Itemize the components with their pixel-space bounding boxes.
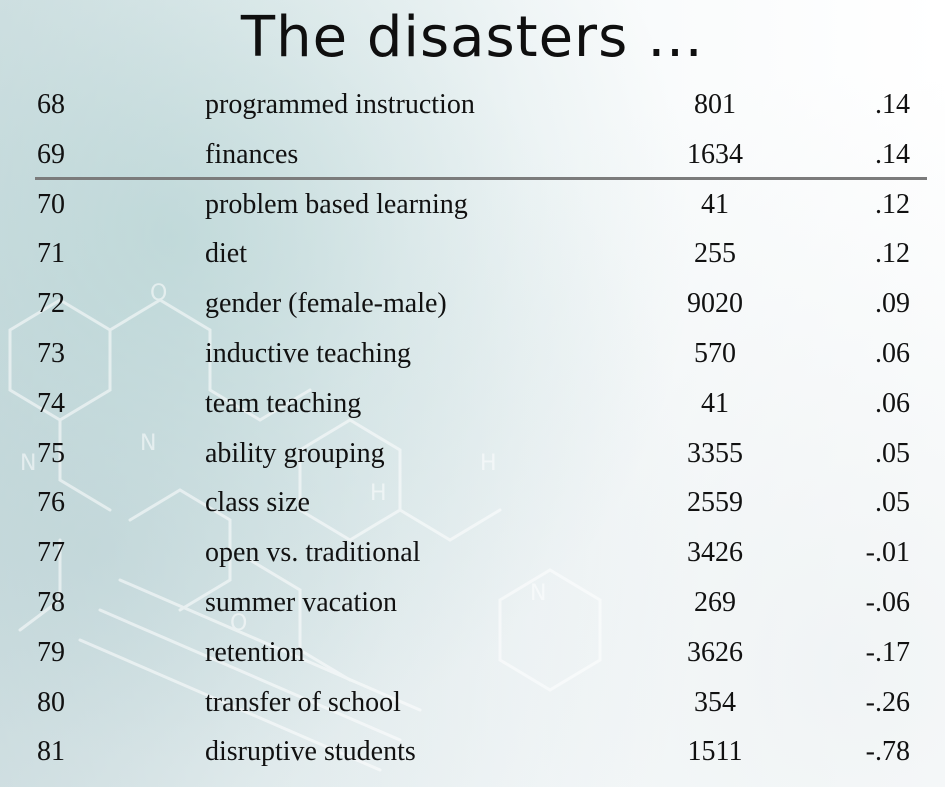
table-row bbox=[0, 130, 945, 180]
studies-cell: 570 bbox=[694, 337, 736, 369]
effect-size-cell: .05 bbox=[875, 487, 910, 519]
table-row bbox=[0, 727, 945, 777]
svg-text:N: N bbox=[530, 581, 547, 606]
svg-text:O: O bbox=[230, 611, 248, 636]
studies-cell: 801 bbox=[694, 89, 736, 120]
effect-size-cell: .12 bbox=[875, 238, 910, 270]
effect-size-cell: -.78 bbox=[865, 736, 910, 768]
table-row bbox=[0, 678, 945, 728]
influence-cell: programmed instruction bbox=[205, 89, 475, 120]
studies-cell: 1511 bbox=[687, 736, 743, 768]
influence-cell: summer vacation bbox=[205, 586, 398, 618]
effect-size-cell: .09 bbox=[875, 288, 910, 320]
table-row bbox=[0, 180, 945, 230]
studies-cell: 3355 bbox=[687, 437, 743, 469]
table-row bbox=[0, 628, 945, 678]
influence-cell: open vs. traditional bbox=[205, 537, 421, 569]
table-row bbox=[0, 80, 945, 130]
influence-cell: class size bbox=[205, 487, 310, 519]
effect-size-cell: -.26 bbox=[865, 686, 910, 718]
rank-cell: 68 bbox=[37, 89, 65, 120]
studies-cell: 1634 bbox=[687, 138, 743, 170]
effect-size-cell: -.17 bbox=[865, 636, 910, 668]
studies-cell: 354 bbox=[694, 686, 736, 718]
influence-cell: problem based learning bbox=[205, 188, 468, 220]
table-row bbox=[0, 528, 945, 578]
influence-cell: transfer of school bbox=[205, 686, 401, 718]
rank-cell: 77 bbox=[37, 537, 65, 569]
studies-cell: 3626 bbox=[687, 636, 743, 668]
studies-cell: 269 bbox=[694, 586, 736, 618]
rank-cell: 72 bbox=[37, 288, 65, 320]
influence-cell: team teaching bbox=[205, 387, 362, 419]
effect-size-cell: .14 bbox=[875, 89, 910, 120]
rank-cell: 69 bbox=[37, 138, 65, 170]
rank-cell: 71 bbox=[37, 238, 65, 270]
svg-text:H: H bbox=[370, 481, 387, 506]
table-row bbox=[0, 478, 945, 528]
effect-size-table bbox=[0, 80, 945, 777]
influence-cell: diet bbox=[205, 238, 247, 270]
effect-size-cell: .05 bbox=[875, 437, 910, 469]
svg-text:N: N bbox=[140, 431, 157, 456]
effect-size-cell: -.06 bbox=[865, 586, 910, 618]
effect-size-cell: .14 bbox=[875, 138, 910, 170]
studies-cell: 2559 bbox=[687, 487, 743, 519]
influence-cell: gender (female-male) bbox=[205, 288, 447, 320]
effect-size-cell: .06 bbox=[875, 337, 910, 369]
rank-cell: 79 bbox=[37, 636, 65, 668]
influence-cell: disruptive students bbox=[205, 736, 416, 768]
studies-cell: 9020 bbox=[687, 288, 743, 320]
slide-title: The disasters … bbox=[240, 5, 705, 70]
svg-text:H: H bbox=[480, 451, 497, 476]
rank-cell: 76 bbox=[37, 487, 65, 519]
svg-text:N: N bbox=[20, 451, 37, 476]
effect-size-cell: .06 bbox=[875, 387, 910, 419]
studies-cell: 41 bbox=[701, 387, 729, 419]
rank-cell: 80 bbox=[37, 686, 65, 718]
rank-cell: 74 bbox=[37, 387, 65, 419]
svg-text:O: O bbox=[150, 281, 168, 306]
rank-cell: 73 bbox=[37, 337, 65, 369]
table-row bbox=[0, 379, 945, 429]
effect-size-cell: -.01 bbox=[865, 537, 910, 569]
studies-cell: 255 bbox=[694, 238, 736, 270]
rank-cell: 78 bbox=[37, 586, 65, 618]
influence-cell: ability grouping bbox=[205, 437, 385, 469]
effect-size-cell: .12 bbox=[875, 188, 910, 220]
rank-cell: 81 bbox=[37, 736, 65, 768]
table-row bbox=[0, 578, 945, 628]
rank-cell: 70 bbox=[37, 188, 65, 220]
influence-cell: retention bbox=[205, 636, 305, 668]
influence-cell: finances bbox=[205, 138, 299, 170]
influence-cell: inductive teaching bbox=[205, 337, 412, 369]
table-row bbox=[0, 429, 945, 479]
studies-cell: 41 bbox=[701, 188, 729, 220]
table-row bbox=[0, 329, 945, 379]
table-row bbox=[0, 229, 945, 279]
studies-cell: 3426 bbox=[687, 537, 743, 569]
rank-cell: 75 bbox=[37, 437, 65, 469]
table-row bbox=[0, 279, 945, 329]
